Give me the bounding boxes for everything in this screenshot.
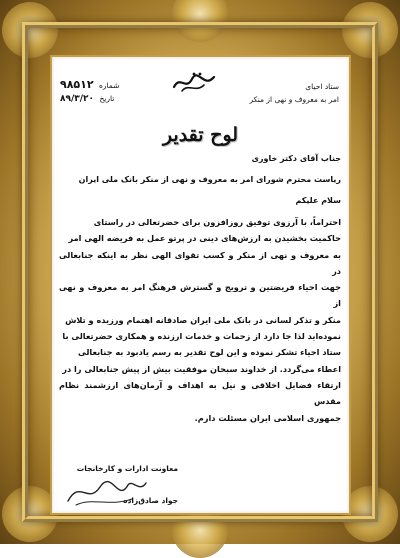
date-value: ۸۹/۳/۲۰ [60,94,95,104]
body-line: جهت احیاء فریضتین و ترویج و گسترش فرهنگ امر به معروف و نهی از [59,282,341,309]
recipient-position: ریاست محترم شورای امر به معروف و نهی از منکر بانک ملی ایران [78,175,341,184]
body-line: منکر و تذکر لسانی در بانک ملی ایران صادقانه اهتمام ورزیده و تلاش [65,314,341,325]
recipient-name: جناب آقای دکتر خاوری [251,154,341,163]
body-line: نموده‌اید لذا جا دارد از زحمات و خدمات ارزنده و همکاری حضرتعالی با [62,331,341,342]
emblem-calligraphy-icon [170,69,218,95]
signature-name: جواد صادق‌زاده [123,496,178,505]
org-line: ستاد احیای [305,82,339,91]
body-line: اعطاء می‌گردد. از خداوند سبحان موفقیت بیش از پیش جنابعالی را در [62,363,341,374]
number-value: ۹۸۵۱۲ [60,78,94,91]
org-subline: امر به معروف و نهی از منکر [249,95,339,104]
page-title: لوح تقدیر [162,124,239,146]
number-row [60,80,119,90]
signature-title: معاونت ادارات و کارخانجات [76,464,178,473]
body-line: به معروف و نهی از منکر و کسب تقوای الهی نظر به اینکه جنابعالی در [59,249,341,276]
body-line: ارتقاء فضایل اخلاقی و نیل به اهداف و آرمان‌های ارزشمند نظام مقدس [59,379,341,407]
body-line: جمهوری اسلامی ایران مسئلت دارم. [194,412,341,423]
number-label: شماره [98,81,120,90]
handwritten-signature-icon [62,475,152,509]
body-line: حاکمیت بخشیدن به ارزش‌های دینی در پرتو عمل به فریضه الهی امر [68,233,341,244]
body-line: احتراماً، با آرزوی توفیق روزافزون برای حضرتعالی در راستای [93,217,341,227]
certificate-paper [52,57,349,513]
greeting: سلام علیکم [295,196,341,205]
certificate-body [59,214,341,426]
date-label: تاریخ [99,94,115,103]
body-line: ستاد احیاء تشکر نموده و این لوح تقدیر به رسم یادبود به جنابعالی [78,347,341,358]
date-row [60,94,114,104]
